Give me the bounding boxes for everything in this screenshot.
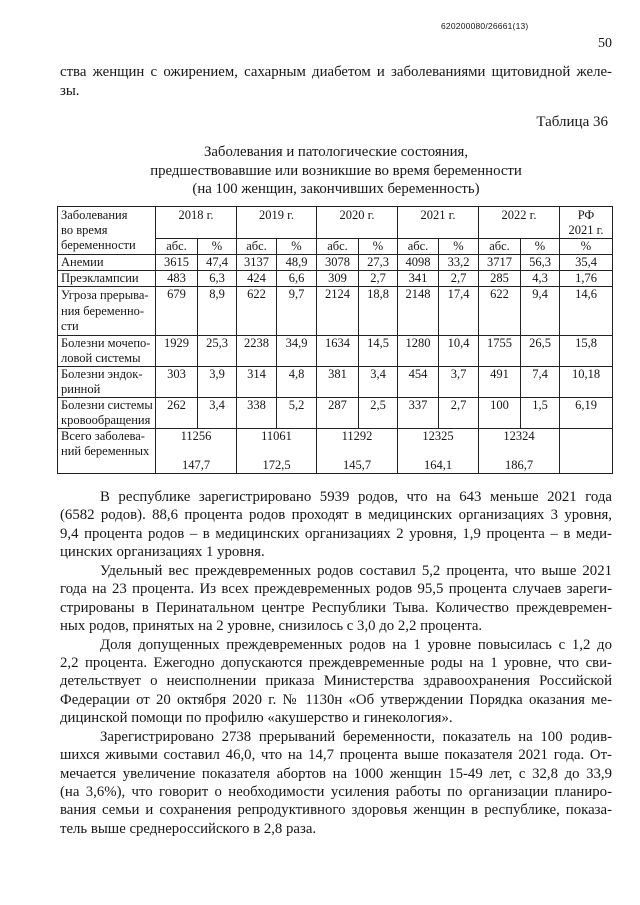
table-title-line: (на 100 женщин, закончивших беременность) (192, 181, 480, 197)
header-pct: % (359, 239, 398, 255)
total-abs: 12325 (422, 428, 454, 443)
paragraph-premature-births (60, 562, 612, 636)
cell-abs: 381 (317, 366, 359, 397)
cell-abs: 303 (156, 366, 198, 397)
header-pct: % (521, 239, 560, 255)
table-title-line: предшествовавшие или возникшие во время беременности (150, 162, 522, 179)
page-number: 50 (598, 36, 612, 51)
total-cell-2020 (317, 428, 398, 473)
total-cell-2019 (237, 428, 317, 473)
cell-pct: 2,7 (439, 397, 479, 428)
cell-abs: 1929 (156, 335, 198, 366)
cell-pct: 26,5 (521, 335, 560, 366)
cell-pct: 17,4 (439, 287, 479, 336)
pregnancy-diseases-table (57, 206, 613, 474)
header-disease-column (58, 207, 156, 255)
body-line: Зарегистрировано 2738 прерываний беременности, показатель на 100 родив- (100, 728, 612, 745)
header-year-2022: 2022 г. (479, 207, 560, 239)
header-text: Заболевания (61, 208, 128, 222)
row-label (58, 335, 156, 366)
row-label-line: Всего заболева- (61, 428, 145, 443)
cell-abs: 2148 (398, 287, 439, 336)
header-abs: абс. (398, 239, 439, 255)
paragraph-abortions (60, 728, 612, 839)
total-abs: 12324 (503, 428, 535, 443)
cell-rf: 14,6 (560, 287, 613, 336)
table-row (58, 255, 613, 271)
body-line: Доля допущенных преждевременных родов на 1 уровне повысилась с 1,2 до (100, 636, 612, 653)
cell-pct: 7,4 (521, 366, 560, 397)
total-rf-cell-empty (560, 428, 613, 473)
body-line: вания семьи и сохранения репродуктивного здоровья женщин в республике, показа- (60, 802, 612, 819)
body-line: В республике зарегистрировано 5939 родов, что на 643 меньше 2021 года (100, 489, 612, 505)
row-label (58, 428, 156, 473)
cell-pct: 3,4 (198, 397, 237, 428)
cell-abs: 4098 (398, 255, 439, 271)
cell-pct: 3,9 (198, 366, 237, 397)
header-text: РФ (577, 208, 595, 222)
cell-abs: 3137 (237, 255, 277, 271)
cell-abs: 338 (237, 397, 277, 428)
body-line: шихся живыми составил 46,0, что на 14,7 процента выше показателя 2021 года. От- (60, 747, 612, 764)
row-label-line: ловой системы (61, 350, 141, 365)
cell-abs: 3717 (479, 255, 521, 271)
header-abs: абс. (317, 239, 359, 255)
body-line: (на 3,6%), что говорит о необходимости усиления работы по организации планиро- (60, 784, 612, 800)
cell-pct: 9,7 (277, 287, 317, 336)
cell-pct: 1,5 (521, 397, 560, 428)
body-text (60, 488, 612, 838)
total-pct: 147,7 (181, 457, 211, 472)
cell-pct: 14,5 (359, 335, 398, 366)
cell-pct: 2,7 (359, 271, 398, 287)
table-row (58, 271, 613, 287)
row-label-line: Преэклампсии (61, 271, 139, 285)
body-line: 2,2 процента. Ежегодно допускаются преждевременные роды на 1 уровне, что сви- (60, 654, 612, 671)
cell-rf: 10,18 (560, 366, 613, 397)
cell-pct: 25,3 (198, 335, 237, 366)
row-label-line: сти (61, 319, 79, 333)
row-label-line: ния беременно- (61, 303, 145, 318)
cell-rf: 35,4 (560, 255, 613, 271)
cell-abs: 285 (479, 271, 521, 287)
cell-rf: 1,76 (560, 271, 613, 287)
cell-pct: 2,7 (439, 271, 479, 287)
cell-abs: 454 (398, 366, 439, 397)
cell-pct: 2,5 (359, 397, 398, 428)
total-cell-2022 (479, 428, 560, 473)
intro-line: зы. (60, 83, 80, 99)
header-year-2020: 2020 г. (317, 207, 398, 239)
paragraph-births (60, 488, 612, 562)
body-line: тель выше среднероссийского в 2,8 раза. (60, 820, 317, 837)
cell-pct: 9,4 (521, 287, 560, 336)
total-pct: 164,1 (423, 457, 453, 472)
total-cell-2021 (398, 428, 479, 473)
cell-rf: 6,19 (560, 397, 613, 428)
intro-paragraph (60, 63, 612, 101)
total-abs: 11061 (261, 428, 292, 443)
header-pct: % (277, 239, 317, 255)
body-line: дицинской помощи по профилю «акушерство и гинекология». (60, 710, 453, 727)
table-row (58, 397, 613, 428)
cell-abs: 483 (156, 271, 198, 287)
cell-abs: 1280 (398, 335, 439, 366)
intro-line: ства женщин с ожирением, сахарным диабетом и заболеваниями щитовидной желе- (60, 64, 612, 80)
row-label-line: кровообращения (61, 412, 151, 427)
cell-pct: 48,9 (277, 255, 317, 271)
cell-abs: 287 (317, 397, 359, 428)
cell-pct: 27,3 (359, 255, 398, 271)
cell-pct: 18,8 (359, 287, 398, 336)
row-label-line: Болезни эндок- (61, 366, 143, 381)
cell-pct: 33,2 (439, 255, 479, 271)
header-pct: % (198, 239, 237, 255)
cell-abs: 1755 (479, 335, 521, 366)
cell-abs: 100 (479, 397, 521, 428)
paragraph-level-one (60, 636, 612, 728)
cell-pct: 3,7 (439, 366, 479, 397)
cell-abs: 314 (237, 366, 277, 397)
cell-pct: 6,6 (277, 271, 317, 287)
table-title (60, 143, 612, 199)
row-label-line: Анемии (61, 255, 104, 269)
cell-abs: 679 (156, 287, 198, 336)
header-year-2018: 2018 г. (156, 207, 237, 239)
total-pct: 186,7 (504, 457, 534, 472)
total-pct: 145,7 (342, 457, 372, 472)
row-label-line: ринной (61, 381, 101, 396)
total-abs: 11256 (180, 428, 212, 443)
body-line: (6582 родов). 88,6 процента родов проходят в медицинских организациях 3 уровня, (60, 507, 612, 524)
document-number: 620200080/26661(13) (441, 21, 529, 31)
row-label-line: Болезни системы (61, 397, 153, 412)
row-label (58, 366, 156, 397)
total-abs: 11292 (341, 428, 373, 443)
cell-abs: 622 (237, 287, 277, 336)
header-rf-pct: % (560, 239, 613, 255)
total-cell-2018 (156, 428, 237, 473)
header-text: беременности (61, 238, 136, 252)
cell-pct: 34,9 (277, 335, 317, 366)
cell-rf: 15,8 (560, 335, 613, 366)
row-label-line: ний беременных (61, 443, 150, 458)
header-abs: абс. (156, 239, 198, 255)
cell-abs: 424 (237, 271, 277, 287)
header-pct: % (439, 239, 479, 255)
cell-pct: 5,2 (277, 397, 317, 428)
cell-abs: 491 (479, 366, 521, 397)
cell-abs: 309 (317, 271, 359, 287)
table-label: Таблица 36 (536, 114, 608, 130)
body-line: детельствует о неисполнении приказа Министерства здравоохранения Российской (60, 673, 612, 690)
header-abs: абс. (479, 239, 521, 255)
cell-abs: 337 (398, 397, 439, 428)
cell-abs: 262 (156, 397, 198, 428)
table-total-row (58, 428, 613, 473)
row-label (58, 271, 156, 287)
body-line: года на 23 процента. Из всех преждевременных родов 95,5 процента случаев зареги- (60, 581, 612, 598)
total-pct: 172,5 (262, 457, 291, 472)
cell-pct: 4,3 (521, 271, 560, 287)
table-header-row (58, 207, 613, 239)
body-line: 9,4 процента родов – в медицинских организациях 2 уровня, 1,9 процента – в меди- (60, 525, 612, 542)
table-row (58, 287, 613, 336)
body-line: Федерации от 20 октября 2020 г. № 1130н «Об утверждении Порядка оказания ме- (60, 691, 612, 708)
table-title-line: Заболевания и патологические состояния, (203, 144, 469, 160)
header-rf-2021 (560, 207, 613, 239)
cell-abs: 341 (398, 271, 439, 287)
cell-pct: 47,4 (198, 255, 237, 271)
cell-abs: 1634 (317, 335, 359, 366)
cell-pct: 10,4 (439, 335, 479, 366)
row-label (58, 397, 156, 428)
cell-abs: 3615 (156, 255, 198, 271)
cell-pct: 8,9 (198, 287, 237, 336)
body-line: цинских организациях 1 уровня. (60, 544, 265, 561)
cell-abs: 3078 (317, 255, 359, 271)
header-text: 2021 г. (568, 223, 604, 237)
row-label-line: Угроза прерыва- (61, 288, 149, 302)
cell-pct: 56,3 (521, 255, 560, 271)
body-line: мечается увеличение показателя абортов на 1000 женщин 15-49 лет, с 32,8 до 33,9 (60, 765, 612, 782)
cell-pct: 3,4 (359, 366, 398, 397)
cell-abs: 622 (479, 287, 521, 336)
header-abs: абс. (237, 239, 277, 255)
cell-pct: 4,8 (277, 366, 317, 397)
row-label (58, 255, 156, 271)
cell-abs: 2124 (317, 287, 359, 336)
body-line: ных родов, принятых на 2 уровне, снизилось с 3,0 до 2,2 процента. (60, 618, 483, 635)
body-line: стрированы в Перинатальном центре Республики Тыва. Количество преждевремен- (60, 599, 612, 616)
table-row (58, 366, 613, 397)
cell-pct: 6,3 (198, 271, 237, 287)
body-line: Удельный вес преждевременных родов составил 5,2 процента, что выше 2021 (100, 562, 612, 579)
row-label-line: Болезни мочепо- (61, 335, 151, 350)
header-year-2019: 2019 г. (237, 207, 317, 239)
header-year-2021: 2021 г. (398, 207, 479, 239)
row-label (58, 287, 156, 336)
header-text: во время (61, 223, 108, 237)
table-row (58, 335, 613, 366)
cell-abs: 2238 (237, 335, 277, 366)
